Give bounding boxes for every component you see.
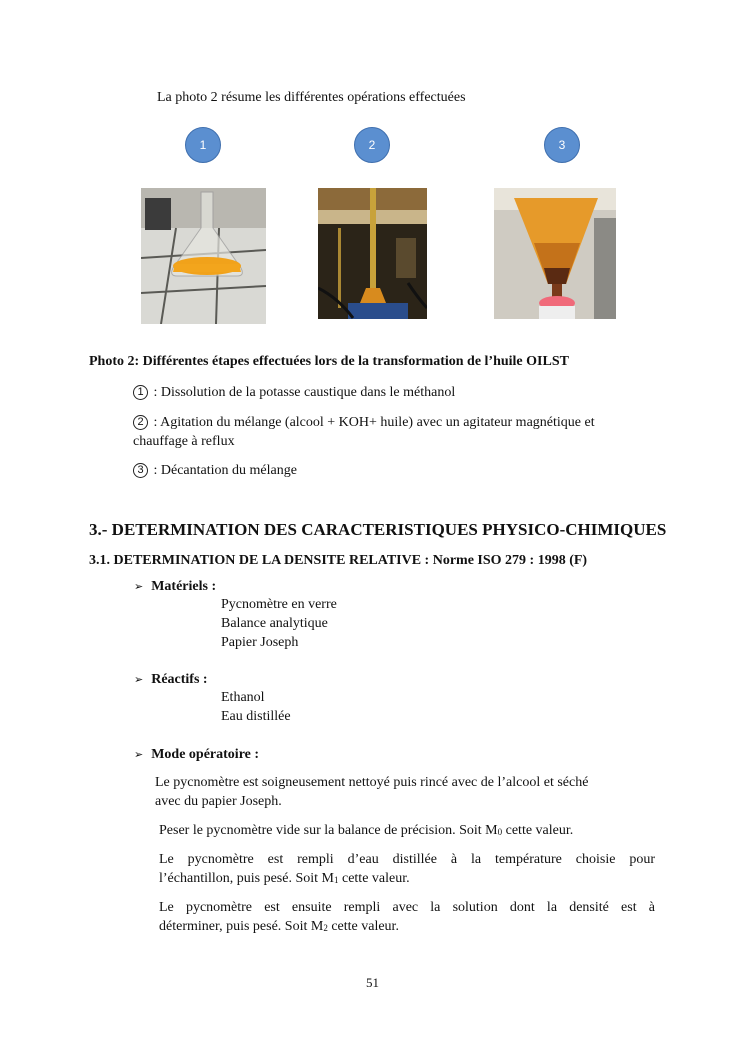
step-circle-3: 3 <box>544 127 580 163</box>
mode-p1-line1: Le pycnomètre est soigneusement nettoyé puis rincé avec de l’alcool et séché <box>155 775 589 790</box>
mode-p3-b-b: cette valeur. <box>338 871 410 886</box>
photo-flask <box>141 188 266 324</box>
mode-p4-line1: Le pycnomètre est ensuite rempli avec la solution dont la densité est à <box>159 900 655 915</box>
step-text-2: : Agitation du mélange (alcool + KOH+ huile) avec un agitateur magnétique et <box>150 415 595 430</box>
mode-p3-sub: 1 <box>333 875 339 885</box>
materiels-heading <box>134 577 216 596</box>
mode-p2-b: cette valeur. <box>502 823 574 838</box>
photo-decantation <box>494 188 616 319</box>
section-3-title: 3.- DETERMINATION DES CARACTERISTIQUES PHYSICO-CHIMIQUES <box>89 520 667 539</box>
step-text-1: : Dissolution de la potasse caustique dans le méthanol <box>150 385 456 400</box>
list-item: Ethanol <box>221 690 265 705</box>
materiels-label: Matériels : <box>151 579 217 594</box>
mode-paragraph-1 <box>155 773 655 811</box>
mode-heading <box>134 745 259 764</box>
mode-p4-b-a: déterminer, puis pesé. Soit M <box>159 919 324 934</box>
reactifs-heading <box>134 670 208 689</box>
list-item: Eau distillée <box>221 709 291 724</box>
step-item-2 <box>133 413 655 451</box>
mode-p3-b-a: l’échantillon, puis pesé. Soit M <box>159 871 334 886</box>
mode-paragraph-3 <box>159 850 655 888</box>
mode-p2-sub: 0 <box>497 827 503 837</box>
mode-p4-sub: 2 <box>323 923 328 933</box>
mode-p3-line1: Le pycnomètre est rempli d’eau distillée à la température choisie pour <box>159 852 655 867</box>
reactifs-list <box>221 688 291 726</box>
list-item: Papier Joseph <box>221 635 299 650</box>
reactifs-label: Réactifs : <box>151 672 208 687</box>
intro-text: La photo 2 résume les différentes opérations effectuées <box>157 90 466 105</box>
step-number-3: 3 <box>133 463 148 478</box>
list-item: Balance analytique <box>221 616 328 631</box>
photo-caption: Photo 2: Différentes étapes effectuées lors de la transformation de l’huile OILST <box>89 354 569 369</box>
mode-p2-a: Peser le pycnomètre vide sur la balance de précision. Soit M <box>159 823 498 838</box>
mode-p4-b-b: cette valeur. <box>327 919 399 934</box>
bullet-arrow-icon: ➢ <box>134 673 144 686</box>
mode-paragraph-2 <box>159 821 573 840</box>
mode-paragraph-4 <box>159 898 655 936</box>
step-circle-2: 2 <box>354 127 390 163</box>
step-text-3: : Décantation du mélange <box>150 463 297 478</box>
step-item-1 <box>133 383 455 402</box>
bullet-arrow-icon: ➢ <box>134 580 144 593</box>
section-3-1-title: 3.1. DETERMINATION DE LA DENSITE RELATIVE : Norme ISO 279 : 1998 (F) <box>89 553 588 568</box>
step-circle-1: 1 <box>185 127 221 163</box>
materiels-list <box>221 595 337 652</box>
mode-p1-line2: avec du papier Joseph. <box>155 794 282 809</box>
page-number: 51 <box>366 975 379 990</box>
step-number-2: 2 <box>133 415 148 430</box>
mode-label: Mode opératoire : <box>151 747 260 762</box>
step-item-3 <box>133 461 297 480</box>
step-number-1: 1 <box>133 385 148 400</box>
list-item: Pycnomètre en verre <box>221 597 337 612</box>
photo-reflux <box>318 188 427 319</box>
bullet-arrow-icon: ➢ <box>134 748 144 761</box>
step-text-2-cont: chauffage à reflux <box>133 434 235 449</box>
